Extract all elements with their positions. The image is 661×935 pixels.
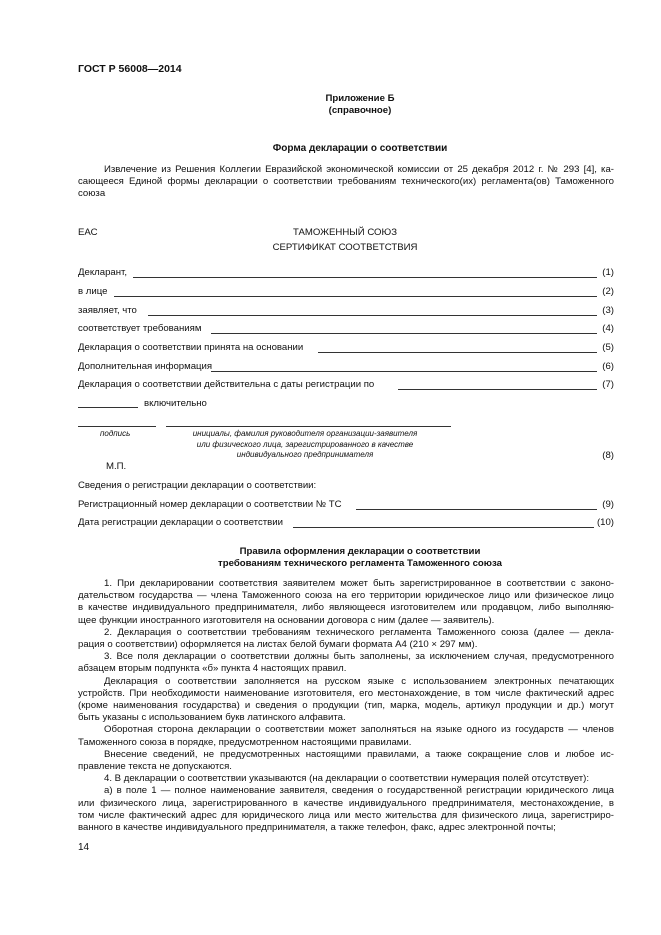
- fill-line: [148, 315, 597, 316]
- rules-line: дательством государства — члена Таможенного союза на его территории юридическое лицо или физическое лицо: [78, 590, 614, 602]
- rules-line: 4. В декларации о соответствии указываются (на декларации о соответствии нумерация полей отсутствует):: [104, 773, 590, 785]
- rules-title-line: Правила оформления декларации о соответствии: [239, 546, 481, 557]
- rules-line: том числе фактический адрес для юридического лица или место жительства для физического лица, зарегистриро-: [78, 809, 614, 821]
- field-registration-number: Регистрационный номер декларации о соответствии № ТС (9): [78, 499, 614, 510]
- rules-line: 2. Декларация о соответствии требованиям технического регламента Таможенного союза (далее — декла-: [104, 626, 614, 638]
- intro-paragraph: [78, 164, 614, 201]
- rules-line: Внесение сведений, не предусмотренных настоящими правилами, а также сокращение слов и любое ис-: [104, 748, 614, 760]
- fill-line: [211, 371, 597, 372]
- rules-line: щее функции иностранного изготовителя на основании договора с ним (далее — заявитель).: [78, 614, 495, 626]
- signer-caption-line: инициалы, фамилия руководителя организации-заявителя: [192, 429, 418, 438]
- rules-title-line: требованиям технического регламента Таможенного союза: [218, 558, 502, 569]
- rules-line: ванного в качестве индивидуального предпринимателя, а также телефон, факс, адрес электронной почты;: [78, 822, 556, 834]
- certificate-title: СЕРТИФИКАТ СООТВЕТСТВИЯ: [272, 242, 418, 253]
- rules-line: 3. Все поля декларации о соответствии должны быть заполнены, за исключением случая, предусмотренного: [104, 651, 614, 663]
- customs-union-title: ТАМОЖЕННЫЙ СОЮЗ: [292, 227, 398, 238]
- form-title: Форма декларации о соответствии: [272, 143, 448, 154]
- fill-line: [398, 389, 597, 390]
- standard-header: ГОСТ Р 56008—2014: [78, 63, 182, 75]
- field-complies: соответствует требованиям (4): [78, 323, 614, 334]
- rules-line: (кроме наименования государства) и сведения о продукции (тип, марка, модель, артикул продукции и др.) могут: [78, 700, 614, 712]
- page-number: 14: [78, 842, 90, 853]
- field-represented-by: в лице (2): [78, 286, 614, 297]
- rules-line: в качестве индивидуального предпринимателя, либо являющееся изготовителем или продавцом, либо выполняю-: [78, 602, 614, 614]
- fill-line: [114, 296, 597, 297]
- fill-line: [293, 527, 594, 528]
- name-line: [166, 426, 451, 427]
- rules-line: Декларация о соответствии заполняется на русском языке с использованием электронных печатающих: [104, 675, 614, 687]
- intro-line: сающееся Единой формы декларации о соответствии требованиям технического(их) регламента(ов) Таможенного: [78, 176, 614, 188]
- field-registration-date: Дата регистрации декларации о соответствии (10): [78, 517, 614, 528]
- rules-line: Таможенного союза в порядке, предусмотренном настоящими правилами.: [78, 736, 412, 748]
- rules-line: Оборотная сторона декларации о соответствии может заполняться на языке одного из государств — членов: [104, 724, 614, 736]
- registration-info-label: Сведения о регистрации декларации о соответствии:: [78, 480, 317, 491]
- field-basis: Декларация о соответствии принята на основании (5): [78, 342, 614, 353]
- seal-place: М.П.: [106, 461, 127, 472]
- inclusive-label: включительно: [144, 398, 207, 409]
- rules-line: правление текста не допускаются.: [78, 761, 232, 773]
- field-additional-info: Дополнительная информация (6): [78, 361, 614, 372]
- rules-line: абзацем вторым подпункта «б» пункта 4 настоящих правил.: [78, 663, 347, 675]
- rules-line: быть указаны с использованием букв латинского алфавита.: [78, 712, 346, 724]
- signature-line: [78, 426, 156, 427]
- field-number-8: (8): [602, 450, 614, 461]
- rules-line: рация о соответствии) оформляется на листах белой бумаги формата А4 (210 × 297 мм).: [78, 639, 478, 651]
- intro-line: Извлечение из Решения Коллегии Евразийской экономической комиссии от 25 декабря 2012 г. № 293 [4], ка-: [104, 164, 614, 175]
- rules-line: или физического лица, зарегистрированного в качестве индивидуального предпринимателя, местонахождение, в: [78, 797, 614, 809]
- fill-line: [133, 277, 597, 278]
- rules-line: 1. При декларировании соответствия заявителем может быть зарегистрированное в соответствии с законо-: [104, 578, 614, 589]
- appendix-note: (справочное): [328, 105, 392, 116]
- intro-line: союза: [78, 188, 106, 200]
- field-declares: заявляет, что (3): [78, 305, 614, 316]
- fill-line: [211, 333, 597, 334]
- field-declarant: Декларант, (1): [78, 267, 614, 278]
- eac-mark: ЕАС: [78, 227, 98, 238]
- signature-caption: подпись: [100, 429, 131, 438]
- fill-line: [356, 509, 597, 510]
- field-valid-until: Декларация о соответствии действительна с даты регистрации по (7): [78, 379, 614, 390]
- appendix-title: Приложение Б: [325, 93, 395, 104]
- rules-line: устройств. При необходимости наименование изготовителя, его местонахождение, в том числе фактический адрес: [78, 687, 614, 699]
- rules-body: [78, 578, 614, 834]
- rules-line: а) в поле 1 — полное наименование заявителя, сведения о государственной регистрации юридического лица: [104, 785, 614, 797]
- date-line: [78, 407, 138, 408]
- signer-caption-line: или физического лица, зарегистрированного в качестве: [196, 440, 414, 449]
- fill-line: [318, 352, 597, 353]
- signer-caption-line: индивидуального предпринимателя: [236, 450, 374, 459]
